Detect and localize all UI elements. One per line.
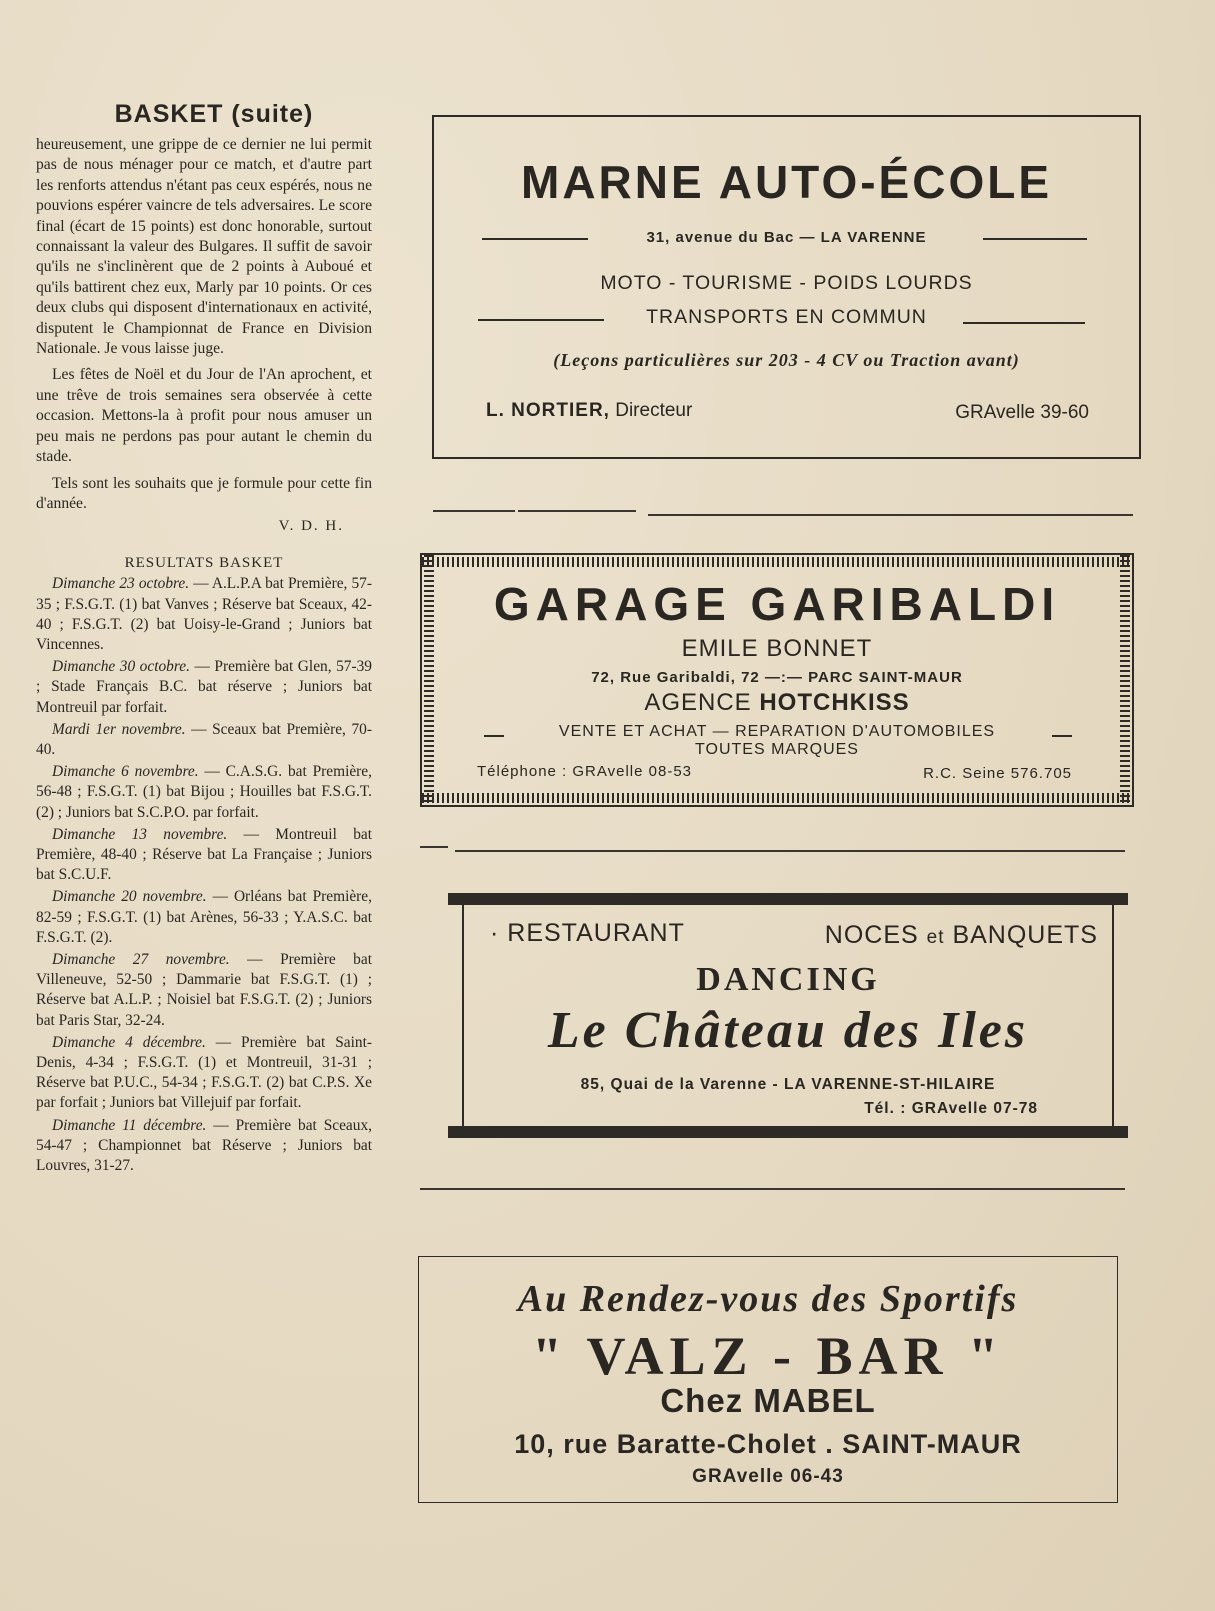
ad-rc-number: R.C. Seine 576.705 xyxy=(923,765,1072,782)
article-body xyxy=(36,135,372,514)
result-date: Dimanche 27 novembre. xyxy=(52,950,230,968)
result-text: — C.A.S.G. bat Première, 56-48 ; F.S.G.T. (1) bat Bijou ; Houilles bat F.S.G.T. (2) ; Juniors bat S.C.P.O. par forfait. xyxy=(36,763,372,821)
results-title: RESULTATS BASKET xyxy=(124,555,284,572)
result-entry xyxy=(36,762,372,823)
result-text: — Première bat Saint-Denis, 4-34 ; F.S.G.T. (1) et Montreuil, 31-31 ; Réserve bat P.U.C., 54-34 ; F.S.G.T. (2) bat C.P.S. Xe par forfait ; Juniors bat Villejuif par forfait. xyxy=(36,1033,372,1112)
divider xyxy=(983,238,1087,240)
separator xyxy=(648,514,1133,516)
ad-marne-auto-ecole xyxy=(432,115,1141,459)
result-text: — Première bat Villeneuve, 52-50 ; Dammarie bat F.S.G.T. (1) ; Réserve bat A.L.P. ; Noisiel bat F.S.G.T. (2) ; Juniors bat Paris Star, 32-24. xyxy=(36,950,372,1029)
ad-valz-bar xyxy=(418,1256,1118,1503)
article-paragraph: Tels sont les souhaits que je formule pour cette fin d'année. xyxy=(36,474,372,512)
result-entry xyxy=(36,657,372,718)
ad-bar-name: " VALZ - BAR " xyxy=(531,1326,1005,1386)
ad-host: Chez MABEL xyxy=(660,1382,876,1419)
agency-brand: HOTCHKISS xyxy=(759,689,910,716)
result-date: Dimanche 30 octobre. xyxy=(52,658,190,676)
result-date: Dimanche 20 novembre. xyxy=(52,888,207,906)
result-text: — Première bat Glen, 57-39 ; Stade Français B.C. bat réserve ; Juniors bat Montreuil par forfait. xyxy=(36,658,372,716)
ad-border-pattern xyxy=(422,793,1132,803)
ad-dancing: DANCING xyxy=(696,961,880,998)
ad-address: 72, Rue Garibaldi, 72 —:— PARC SAINT-MAUR xyxy=(591,669,963,686)
article-column xyxy=(36,100,372,1178)
ad-lessons: (Leçons particulières sur 203 - 4 CV ou Traction avant) xyxy=(553,350,1020,370)
ad-noces xyxy=(825,921,1098,950)
result-entry xyxy=(36,1116,372,1177)
ad-title: GARAGE GARIBALDI xyxy=(493,578,1061,630)
result-date: Dimanche 11 décembre. xyxy=(52,1116,207,1134)
result-text: — Montreuil bat Première, 48-40 ; Réserve bat La Française ; Juniors bat S.C.U.F. xyxy=(36,825,372,884)
noces-et: et xyxy=(926,927,945,948)
ad-address: 10, rue Baratte-Cholet . SAINT-MAUR xyxy=(514,1429,1022,1459)
divider xyxy=(963,322,1085,324)
result-date: Dimanche 23 octobre. xyxy=(52,575,190,593)
article-heading: BASKET (suite) xyxy=(114,100,314,128)
ad-owner: EMILE BONNET xyxy=(681,635,873,662)
ad-brands: TOUTES MARQUES xyxy=(695,741,859,758)
separator xyxy=(455,850,1125,852)
separator xyxy=(433,510,515,512)
ad-border-pattern xyxy=(422,557,1132,567)
article-paragraph: heureusement, une grippe de ce dernier ne lui permit pas de nous ménager pour ce match, et d'autre part les renforts attendus n'étant pas ceux espérés, nous ne pouvions espérer vaincre de tels adversaires. Le score final (écart de 15 points) est donc honorable, surtout connaissant la valeur des Bulgares. Il suffit de savoir qu'ils ne s'inclinèrent que de 2 points à Auboué et qu'ils battirent chez eux, Marly par 10 points. Or ces deux clubs qui disposent d'internationaux en activité, disputent le Championnat de France en Division Nationale. Je vous laisse juge. xyxy=(36,136,372,358)
separator xyxy=(420,846,448,848)
result-entry xyxy=(36,1033,372,1114)
ad-chateau-des-iles xyxy=(448,893,1128,1138)
result-text: — Orléans bat Première, 82-59 ; F.S.G.T. (1) bat Arènes, 56-33 ; Y.A.S.C. bat F.S.G.T. (2). xyxy=(36,888,372,946)
result-text: — Sceaux bat Première, 70-40. xyxy=(36,720,372,758)
ad-address: 85, Quai de la Varenne - LA VARENNE-ST-HILAIRE xyxy=(580,1076,996,1093)
results-list xyxy=(36,574,372,1176)
ad-phone: Tél. : GRAvelle 07-78 xyxy=(864,1100,1038,1117)
result-entry xyxy=(36,887,372,948)
ad-director xyxy=(486,400,692,422)
result-date: Dimanche 6 novembre. xyxy=(52,763,199,781)
result-entry xyxy=(36,720,372,760)
result-date: Mardi 1er novembre. xyxy=(52,720,186,738)
ad-border-bar xyxy=(448,1126,1128,1138)
director-name: L. NORTIER, xyxy=(486,400,610,421)
result-entry xyxy=(36,950,372,1031)
ad-venue-name: Le Château des Iles xyxy=(547,1002,1029,1059)
ad-border-bar xyxy=(448,893,1128,905)
ad-phone: GRAvelle 39-60 xyxy=(955,402,1089,423)
result-date: Dimanche 4 décembre. xyxy=(52,1033,206,1051)
ad-services: VENTE ET ACHAT — REPARATION D'AUTOMOBILES xyxy=(558,723,996,740)
result-entry xyxy=(36,825,372,886)
result-text: — A.L.P.A bat Première, 57-35 ; F.S.G.T. (1) bat Vanves ; Réserve bat Sceaux, 42-40 ; F.S.G.T. (2) bat Uoisy-le-Grand ; Juniors bat Vincennes. xyxy=(36,575,372,653)
ad-services: MOTO - TOURISME - POIDS LOURDS xyxy=(600,272,973,294)
divider xyxy=(1052,735,1072,737)
ad-garage-garibaldi xyxy=(420,553,1134,807)
article-signature: V. D. H. xyxy=(278,518,344,535)
noces-text: NOCES xyxy=(824,921,927,949)
result-date: Dimanche 13 novembre. xyxy=(52,825,228,843)
separator xyxy=(518,510,636,512)
banquets-text: BANQUETS xyxy=(944,921,1098,949)
article-paragraph: Les fêtes de Noël et du Jour de l'An aprochent, et une trêve de trois semaines sera observée à cette occasion. Mettons-la à profit pour nous amuser un peu mais ne perdons pas pour autant le chemin du stade. xyxy=(36,366,372,466)
agency-prefix: AGENCE xyxy=(644,689,760,716)
ad-title: MARNE AUTO-ÉCOLE xyxy=(521,156,1052,208)
ad-transports: TRANSPORTS EN COMMUN xyxy=(646,306,927,328)
separator xyxy=(420,1188,1125,1190)
ad-restaurant: · RESTAURANT xyxy=(490,919,685,947)
ad-address: 31, avenue du Bac — LA VARENNE xyxy=(646,229,927,246)
ad-phone: GRAvelle 06-43 xyxy=(692,1466,844,1487)
ad-phone: Téléphone : GRAvelle 08-53 xyxy=(477,763,693,780)
result-entry xyxy=(36,574,372,655)
director-role: Directeur xyxy=(609,400,693,421)
ad-agency xyxy=(422,689,1132,717)
ad-tagline: Au Rendez-vous des Sportifs xyxy=(517,1278,1019,1320)
result-text: — Première bat Sceaux, 54-47 ; Championnet bat Réserve ; Juniors bat Louvres, 31-27. xyxy=(36,1116,372,1174)
